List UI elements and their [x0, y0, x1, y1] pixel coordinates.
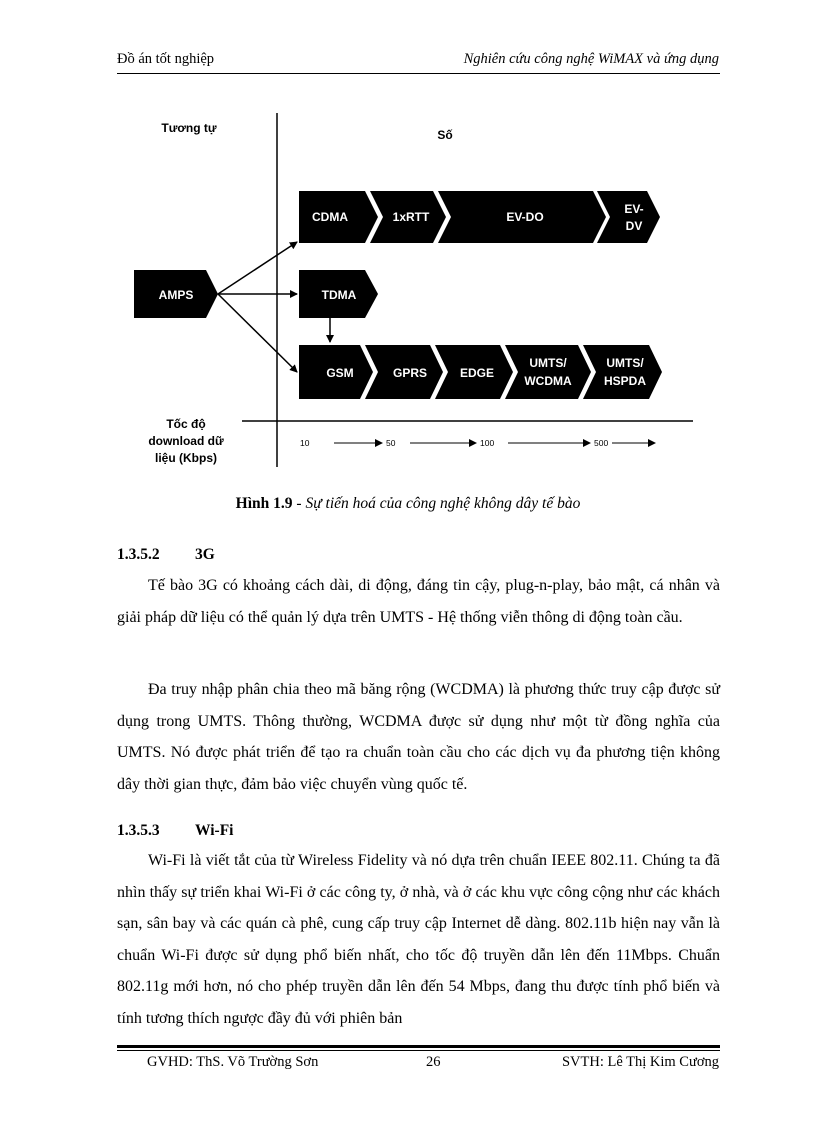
caption-label: Hình 1.9 [235, 495, 293, 512]
evdv-label-line1: EV- [624, 202, 644, 216]
evdo-label: EV-DO [506, 210, 544, 224]
footer-rule-thick [117, 1045, 720, 1048]
section-title: Wi-Fi [195, 822, 234, 839]
evdv-shape [597, 191, 660, 243]
footer-page-number: 26 [426, 1054, 441, 1070]
1xrtt-label: 1xRTT [392, 210, 430, 224]
arrow-to-cdma [218, 242, 297, 294]
edge-label: EDGE [459, 366, 495, 380]
evdv-label-line2: DV [625, 219, 643, 233]
paragraph-3g-1: Tế bào 3G có khoảng cách dài, di động, đáng tin cậy, plug-n-play, bảo mật, cá nhân và giải pháp dữ liệu có thể quản lý dựa trên UMTS - Hệ thống viễn thông di động toàn cầu. [117, 577, 720, 626]
umts-hspda-label-line1: UMTS/ [606, 356, 644, 370]
cdma-chain [299, 191, 660, 243]
speed-label-line3: liệu (Kbps) [155, 451, 217, 465]
paragraph-wifi-1: Wi-Fi là viết tắt của từ Wireless Fidelity và nó dựa trên chuẩn IEEE 802.11. Chúng ta đã nhìn thấy sự triển khai Wi-Fi ở các công ty, ở nhà, và ở các khu vực công cộng như các khách sạn, sân bay và các quán cà phê, cung cấp truy cập Internet dễ dàng. 802.11b hiện nay vẫn là chuẩn Wi-Fi được sử dụng phổ biến nhất, cho tốc độ truyền dẫn lên đến 11Mbps. Chuẩn 802.11g mới hơn, nó cho phép truyền dẫn lên đến 54 Mbps, đang thu được tính phổ biến và tính tương thích ngược đầy đủ với phiên bản [117, 852, 720, 1027]
section-title: 3G [195, 546, 215, 563]
arrow-to-gsm [218, 294, 297, 372]
gprs-label: GPRS [392, 366, 428, 380]
footer-rule-thin [117, 1050, 720, 1051]
tdma-label: TDMA [321, 288, 357, 302]
cdma-label: CDMA [312, 210, 348, 224]
gsm-label: GSM [326, 366, 354, 380]
footer-left: GVHD: ThS. Võ Trường Sơn [147, 1054, 319, 1070]
speed-label-line2: download dữ [148, 434, 224, 448]
footer-right: SVTH: Lê Thị Kim Cương [561, 1054, 719, 1070]
umts-wcdma-label-line2: WCDMA [524, 374, 572, 388]
amps-shape [134, 270, 218, 318]
umts-hspda-label-line2: HSPDA [603, 374, 647, 388]
header-right: Nghiên cứu công nghệ WiMAX và ứng dụng [463, 51, 719, 67]
section-number: 1.3.5.3 [117, 822, 160, 839]
speed-tick-500: 500 [594, 438, 609, 448]
tdma-shape [299, 270, 378, 318]
section-heading-wifi [117, 822, 233, 840]
speed-tick-100: 100 [480, 438, 495, 448]
speed-tick-10: 10 [300, 438, 310, 448]
section-number: 1.3.5.2 [117, 546, 160, 563]
caption-separator: - [292, 495, 306, 512]
section-heading-3g [117, 546, 215, 564]
gsm-chain [299, 345, 662, 399]
paragraph-3g-2: Đa truy nhập phân chia theo mã băng rộng (WCDMA) là phương thức truy cập được sử dụng trong UMTS. Thông thường, WCDMA được sử dụng như một từ đồng nghĩa của UMTS. Nó được phát triển để tạo ra chuẩn toàn cầu cho các dịch vụ đa phương tiện không dây thời gian thực, đảm bảo việc chuyển vùng quốc tế. [117, 681, 720, 793]
speed-tick-50: 50 [386, 438, 396, 448]
digital-label: Số [437, 128, 453, 142]
speed-label-line1: Tốc độ [166, 417, 206, 431]
umts-hspda-shape [583, 345, 662, 399]
umts-wcdma-shape [505, 345, 591, 399]
evolution-diagram [0, 0, 816, 490]
figure-caption [0, 495, 816, 513]
header-left: Đồ án tốt nghiệp [117, 51, 215, 67]
analog-label: Tương tự [161, 121, 217, 135]
amps-label: AMPS [158, 288, 194, 302]
umts-wcdma-label-line1: UMTS/ [529, 356, 567, 370]
caption-text: Sự tiến hoá của công nghệ không dây tế bào [305, 495, 581, 512]
